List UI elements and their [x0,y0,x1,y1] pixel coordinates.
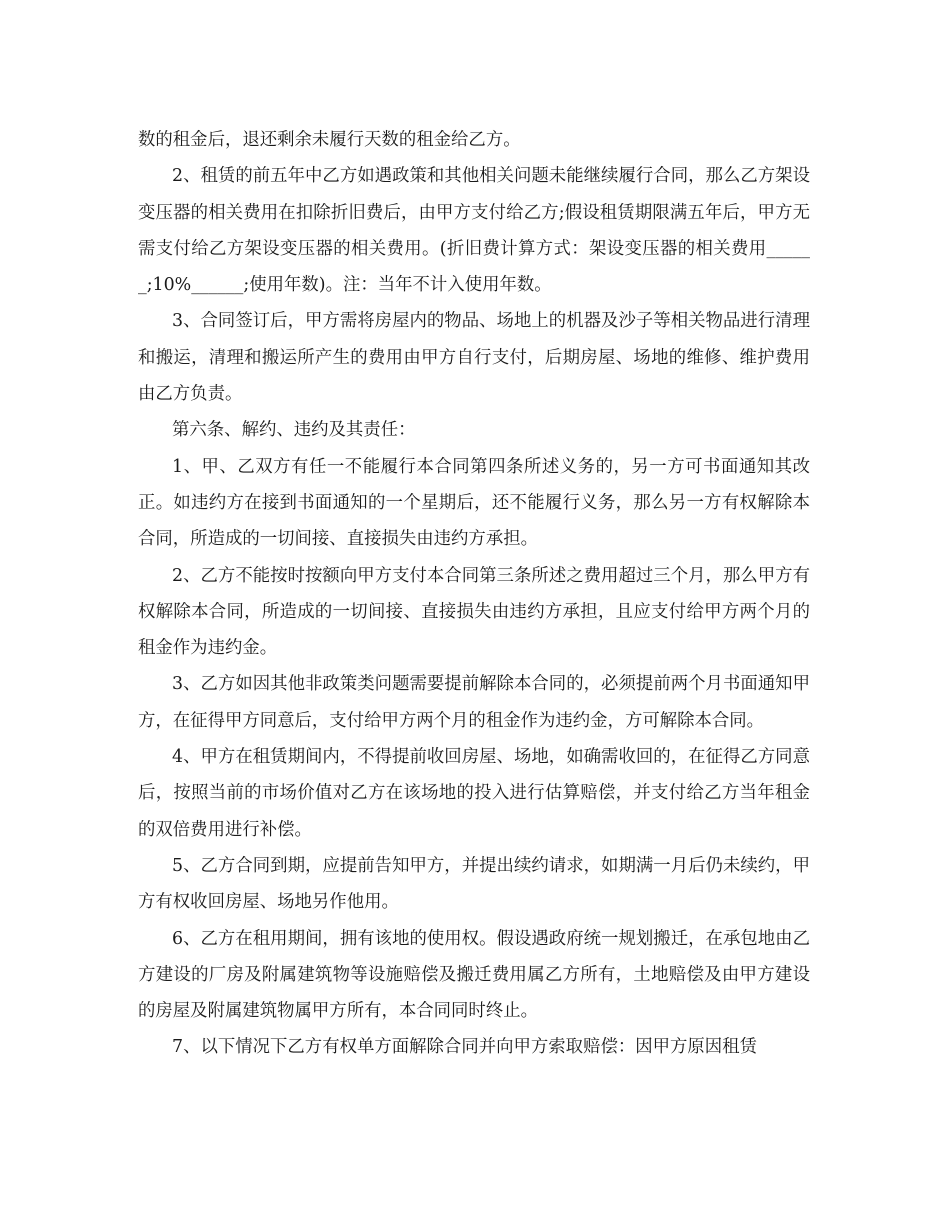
document-page [138,122,810,1066]
paragraph-clause-6-2: 2、乙方不能按时按额向甲方支付本合同第三条所述之费用超过三个月，那么甲方有权解除本合同，所造成的一切间接、直接损失由违约方承担，且应支付给甲方两个月的租金作为违约金。 [138,565,810,659]
paragraph-clause-6-3: 3、乙方如因其他非政策类问题需要提前解除本合同的，必须提前两个月书面通知甲方，在征得甲方同意后，支付给甲方两个月的租金作为违约金，方可解除本合同。 [138,674,810,731]
paragraph-clause-6-7: 7、以下情况下乙方有权单方面解除合同并向甲方索取赔偿：因甲方原因租赁 [172,1037,757,1058]
paragraph-clause-6-1: 1、甲、乙双方有任一不能履行本合同第四条所述义务的，另一方可书面通知其改正。如违约方在接到书面通知的一个星期后，还不能履行义务，那么另一方有权解除本合同，所造成的一切间接、直接损失由违约方承担。 [138,456,810,550]
paragraph-clause-6-6: 6、乙方在租用期间，拥有该地的使用权。假设遇政府统一规划搬迁，在承包地由乙方建设的厂房及附属建筑物等设施赔偿及搬迁费用属乙方所有，土地赔偿及由甲方建设的房屋及附属建筑物属甲方所有，本合同同时终止。 [138,928,810,1022]
section-heading-article-6: 第六条、解约、违约及其责任： [172,420,416,441]
paragraph-clause-5-2: 2、租赁的前五年中乙方如遇政策和其他相关问题未能继续履行合同，那么乙方架设变压器的相关费用在扣除折旧费后，由甲方支付给乙方;假设租赁期限满五年后，甲方无需支付给乙方架设变压器的相关费用。(折旧费计算方式：架设变压器的相关费用______;10%______;使用年数)。注：当年不计入使用年数。 [138,166,810,296]
paragraph-clause-6-4: 4、甲方在租赁期间内，不得提前收回房屋、场地，如确需收回的，在征得乙方同意后，按照当前的市场价值对乙方在该场地的投入进行估算赔偿，并支付给乙方当年租金的双倍费用进行补偿。 [138,747,810,840]
paragraph-clause-5-3: 3、合同签订后，甲方需将房屋内的物品、场地上的机器及沙子等相关物品进行清理和搬运，清理和搬运所产生的费用由甲方自行支付，后期房屋、场地的维修、维护费用由乙方负责。 [138,311,810,405]
paragraph-continuation: 数的租金后，退还剩余未履行天数的租金给乙方。 [138,130,521,150]
paragraph-clause-6-5: 5、乙方合同到期，应提前告知甲方，并提出续约请求，如期满一月后仍未续约，甲方有权收回房屋、场地另作他用。 [138,855,810,913]
